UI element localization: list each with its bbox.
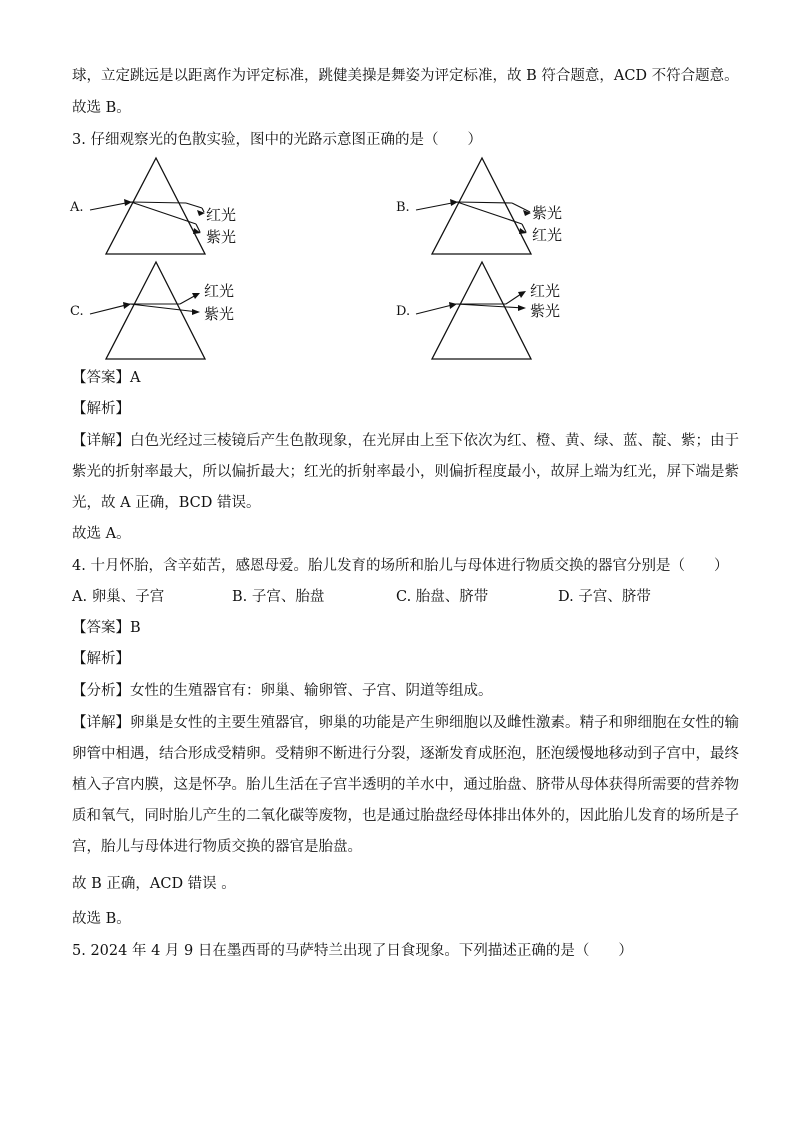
answer-value: B	[130, 620, 141, 636]
ray-label-upper: 紫光	[532, 204, 563, 222]
analysis-tag: 【解析】	[72, 651, 130, 667]
ray-label-upper: 红光	[206, 206, 237, 224]
option-label: D.	[396, 304, 411, 319]
option-label: B.	[396, 200, 410, 215]
detail-line	[72, 713, 739, 733]
ray-label-upper: 红光	[530, 282, 561, 300]
answer-value: A	[130, 370, 141, 386]
ray-label-lower: 红光	[532, 226, 563, 244]
option-d: D. 子宫、脐带	[558, 589, 651, 605]
option-label: A.	[70, 200, 84, 215]
detail-tag: 【详解】	[72, 433, 130, 449]
analysis-tag: 【解析】	[72, 401, 130, 417]
text-line: 故选 B。	[72, 100, 131, 116]
question-3-stem: 3. 仔细观察光的色散实验，图中的光路示意图正确的是（ ）	[72, 132, 482, 148]
detail-text: 白色光经过三棱镜后产生色散现象，在光屏由上至下依次为红、橙、黄、绿、蓝、靛、紫；由于	[130, 433, 739, 449]
detail-line: 紫光的折射率最大，所以偏折最大；红光的折射率最小，则偏折程度最小，故屏上端为红光，屏下端是紫	[72, 464, 739, 480]
option-a: A. 卵巢、子宫	[72, 589, 165, 605]
question-4-stem: 4. 十月怀胎，含辛茹苦，感恩母爱。胎儿发育的场所和胎儿与母体进行物质交换的器官分别是（ ）	[72, 558, 729, 574]
detail-line: 植入子宫内膜，这是怀孕。胎儿生活在子宫半透明的羊水中，通过胎盘、脐带从母体获得所需要的营养物	[72, 777, 739, 793]
conclusion-line: 故选 A。	[72, 526, 131, 542]
question-5-stem: 5. 2024 年 4 月 9 日在墨西哥的马萨特兰出现了日食现象。下列描述正确的是（ ）	[72, 943, 633, 959]
answer-line	[72, 618, 141, 638]
detail-line	[72, 431, 739, 451]
ray-label-upper: 红光	[204, 282, 235, 300]
option-label: C.	[70, 304, 84, 319]
detail-text: 卵巢是女性的主要生殖器官，卵巢的功能是产生卵细胞以及雌性激素。精子和卵细胞在女性的输	[130, 715, 739, 731]
prism-diagram-d	[392, 258, 582, 372]
prism-diagram-c	[66, 258, 256, 372]
detail-line: 光，故 A 正确，BCD 错误。	[72, 495, 261, 511]
option-c: C. 胎盘、脐带	[396, 589, 489, 605]
ray-label-lower: 紫光	[530, 302, 561, 320]
text-line: 球，立定跳远是以距离作为评定标准，跳健美操是舞姿为评定标准，故 B 符合题意，ACD 不符合题意。	[72, 68, 739, 84]
fenxi-tag: 【分析】	[72, 683, 130, 699]
prism-diagram-b	[392, 152, 582, 266]
fenxi-text: 女性的生殖器官有：卵巢、输卵管、子宫、阴道等组成。	[130, 683, 493, 699]
detail-line: 宫，胎儿与母体进行物质交换的器官是胎盘。	[72, 839, 362, 855]
detail-line: 质和氧气，同时胎儿产生的二氧化碳等废物，也是通过胎盘经母体排出体外的，因此胎儿发育的场所是子	[72, 808, 739, 824]
detail-line: 卵管中相遇，结合形成受精卵。受精卵不断进行分裂，逐渐发育成胚泡，胚泡缓慢地移动到子宫中，最终	[72, 746, 739, 762]
result-line: 故 B 正确，ACD 错误 。	[72, 876, 236, 892]
prism-diagram-a	[66, 152, 256, 266]
answer-line	[72, 368, 140, 388]
ray-label-lower: 紫光	[204, 305, 235, 323]
answer-tag: 【答案】	[72, 620, 130, 636]
detail-tag: 【详解】	[72, 715, 130, 731]
answer-tag: 【答案】	[72, 370, 130, 386]
option-b: B. 子宫、胎盘	[232, 589, 325, 605]
conclusion-line: 故选 B。	[72, 911, 131, 927]
ray-label-lower: 紫光	[206, 228, 237, 246]
fenxi-line	[72, 681, 493, 701]
